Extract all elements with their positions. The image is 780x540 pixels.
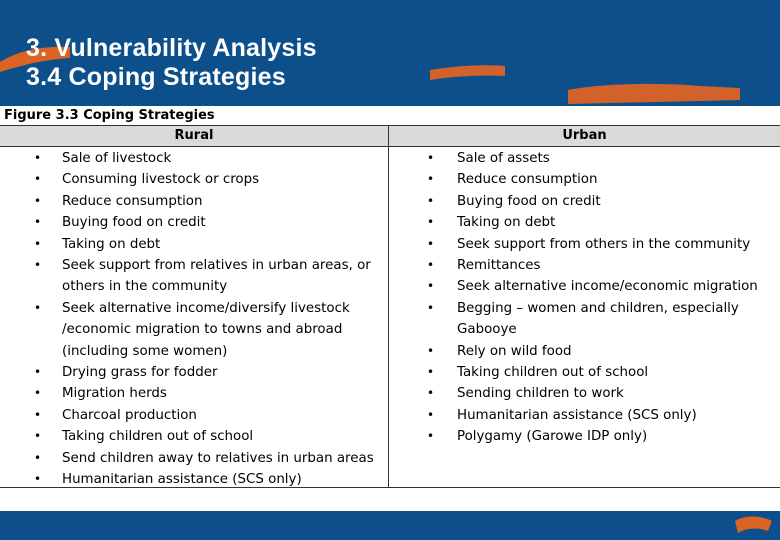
urban-item-text: Humanitarian assistance (SCS only) — [457, 407, 697, 423]
rural-item — [0, 448, 388, 469]
rural-item-text: Reduce consumption — [62, 193, 203, 209]
rural-item-text: Seek support from relatives in urban areas, or — [62, 258, 371, 274]
rural-item-text: Send children away to relatives in urban areas — [62, 450, 374, 466]
bullet-icon: • — [427, 279, 435, 294]
bullet-icon: • — [34, 365, 42, 380]
bullet-icon: • — [427, 386, 435, 401]
rural-item — [0, 169, 388, 190]
bullet-icon: • — [34, 386, 42, 401]
urban-item-text: Rely on wild food — [457, 343, 572, 359]
urban-item-text: Seek support from others in the community — [457, 236, 751, 252]
rural-item-text: Consuming livestock or crops — [62, 172, 260, 188]
rural-item-text: Buying food on credit — [62, 215, 206, 231]
rural-item — [0, 469, 388, 490]
bullet-icon: • — [427, 365, 435, 380]
column-header-urban: Urban — [562, 128, 607, 143]
urban-strategy-list — [389, 148, 780, 448]
urban-item-text: Seek alternative income/economic migration — [457, 279, 758, 295]
urban-item — [389, 148, 780, 169]
bullet-icon: • — [34, 450, 42, 465]
rural-item — [0, 234, 388, 255]
urban-item — [389, 169, 780, 190]
bullet-icon: • — [427, 236, 435, 251]
rural-item-text: /economic migration to towns and abroad — [62, 322, 343, 338]
bullet-icon: • — [34, 407, 42, 422]
urban-item — [389, 405, 780, 426]
bullet-icon: • — [427, 407, 435, 422]
urban-item-text: Taking on debt — [457, 215, 556, 231]
urban-item — [389, 234, 780, 255]
urban-item — [389, 276, 780, 297]
bullet-icon: • — [34, 472, 42, 487]
urban-item-text: Buying food on credit — [457, 193, 601, 209]
urban-item-text: Reduce consumption — [457, 172, 598, 188]
table-header-row — [0, 125, 780, 147]
urban-item-text: Remittances — [457, 258, 541, 274]
bullet-icon: • — [427, 429, 435, 444]
slide-title-line-2: 3.4 Coping Strategies — [26, 63, 286, 91]
urban-item-text: Taking children out of school — [457, 365, 649, 381]
footer-decoration — [0, 511, 780, 540]
bullet-icon: • — [427, 193, 435, 208]
bullet-icon: • — [34, 300, 42, 315]
urban-item-text: Sending children to work — [457, 386, 624, 402]
rural-item — [0, 383, 388, 404]
urban-item — [389, 298, 780, 341]
rural-item-text: Humanitarian assistance (SCS only) — [62, 472, 302, 488]
urban-item — [389, 191, 780, 212]
rural-item-text: Charcoal production — [62, 407, 197, 423]
bullet-icon: • — [34, 236, 42, 251]
rural-item — [0, 148, 388, 169]
column-header-rural: Rural — [174, 128, 214, 143]
urban-item — [389, 341, 780, 362]
slide-title — [26, 34, 317, 92]
rural-item-text: Taking children out of school — [62, 429, 254, 445]
bullet-icon: • — [34, 215, 42, 230]
rural-item — [0, 212, 388, 233]
urban-item — [389, 255, 780, 276]
rural-item — [0, 426, 388, 447]
rural-item-text: Seek alternative income/diversify livestock — [62, 300, 350, 316]
rural-item — [0, 362, 388, 383]
urban-item-text: Gabooye — [457, 322, 517, 338]
rural-strategy-list — [0, 148, 388, 491]
bullet-icon: • — [427, 215, 435, 230]
urban-item-text: Polygamy (Garowe IDP only) — [457, 429, 648, 445]
rural-item — [0, 191, 388, 212]
urban-item — [389, 383, 780, 404]
slide-header — [0, 0, 780, 108]
bullet-icon: • — [34, 258, 42, 273]
bullet-icon: • — [34, 172, 42, 187]
slide-footer — [0, 511, 780, 540]
rural-item-text: Taking on debt — [62, 236, 161, 252]
bullet-icon: • — [34, 193, 42, 208]
coping-strategies-table — [0, 125, 780, 488]
rural-item — [0, 405, 388, 426]
urban-item — [389, 212, 780, 233]
rural-item-text: Drying grass for fodder — [62, 365, 218, 381]
urban-item-text: Begging – women and children, especially — [457, 300, 739, 316]
rural-item — [0, 298, 388, 362]
rural-item — [0, 255, 388, 298]
urban-item — [389, 426, 780, 447]
bullet-icon: • — [427, 151, 435, 165]
figure-title: Figure 3.3 Coping Strategies — [0, 106, 780, 125]
bullet-icon: • — [34, 151, 42, 165]
urban-item-text: Sale of assets — [457, 151, 550, 166]
bullet-icon: • — [427, 343, 435, 358]
rural-item-text: others in the community — [62, 279, 228, 295]
slide-title-line-1: 3. Vulnerability Analysis — [26, 34, 317, 62]
urban-item — [389, 362, 780, 383]
rural-item-text: Sale of livestock — [62, 151, 172, 166]
bullet-icon: • — [427, 300, 435, 315]
bullet-icon: • — [34, 429, 42, 444]
rural-item-text: (including some women) — [62, 343, 228, 359]
bullet-icon: • — [427, 258, 435, 273]
bullet-icon: • — [427, 172, 435, 187]
rural-item-text: Migration herds — [62, 386, 167, 402]
